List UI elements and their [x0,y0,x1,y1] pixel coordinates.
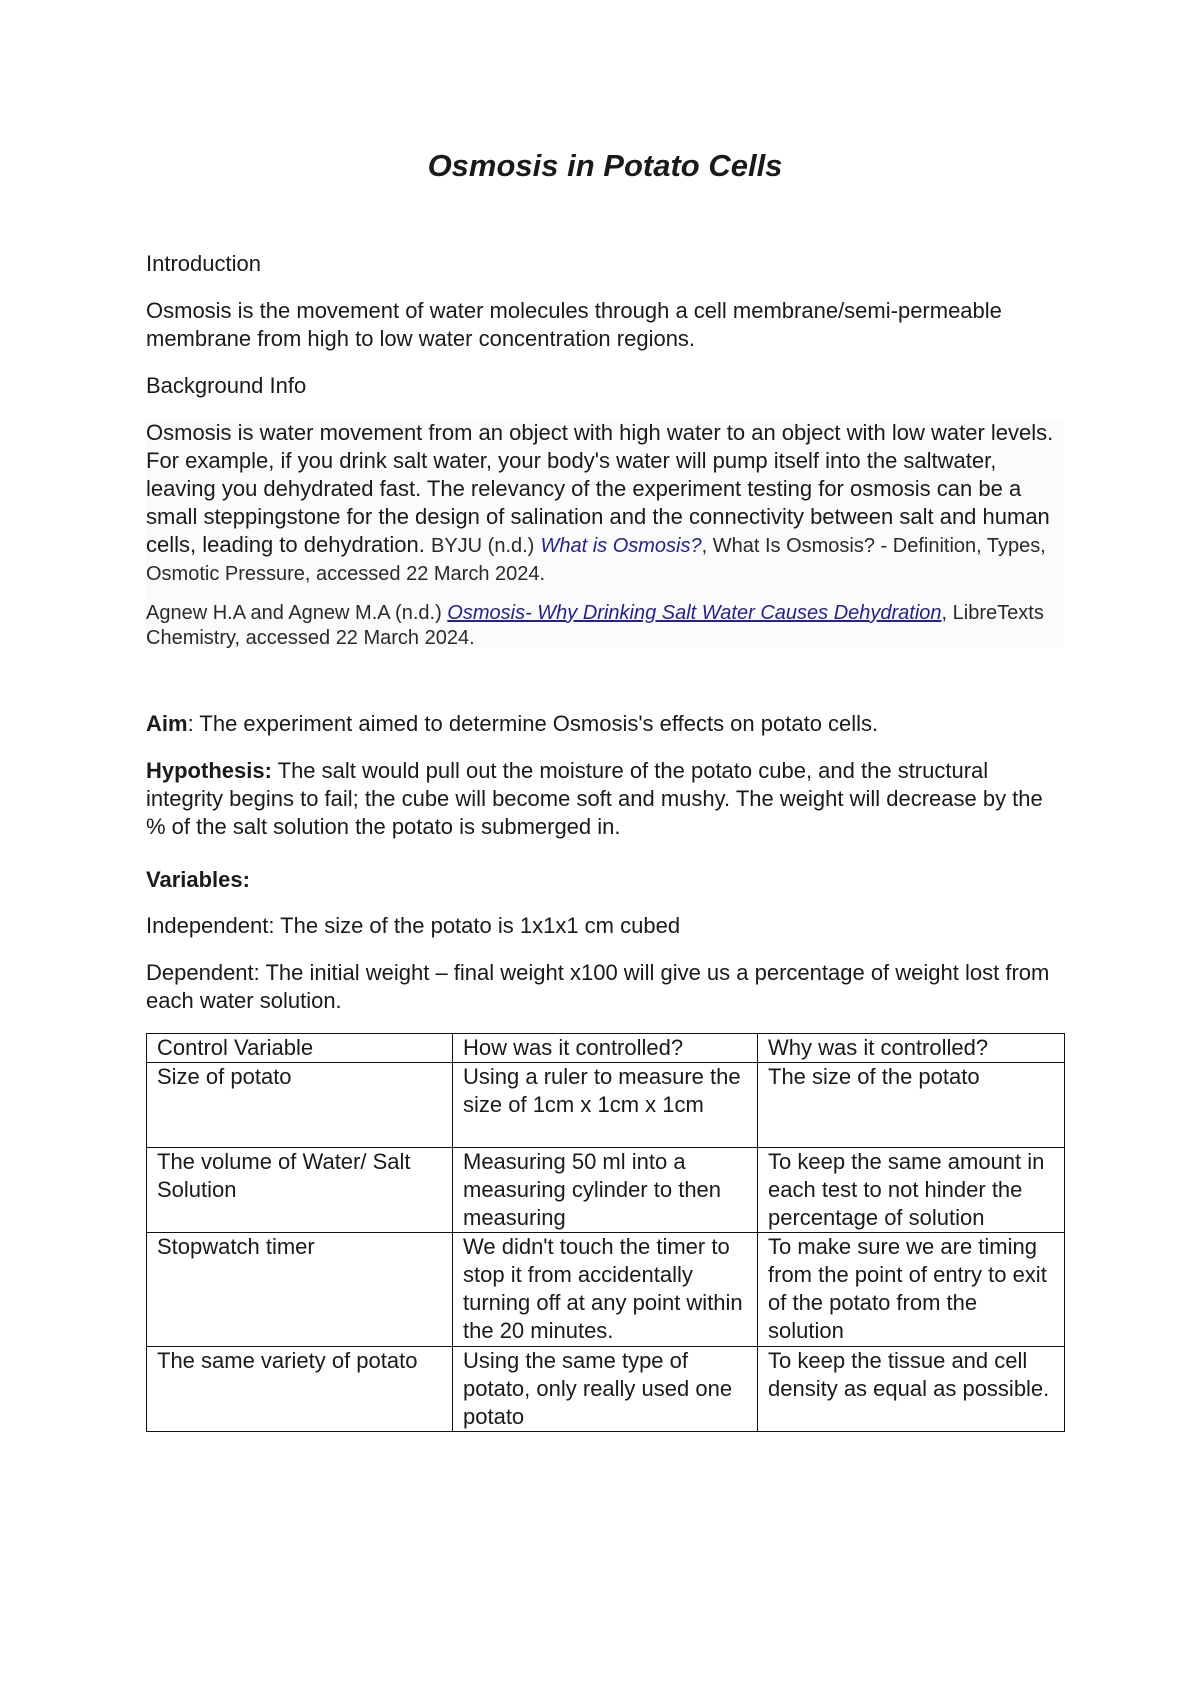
table-cell: The size of the potato [758,1063,1065,1148]
table-cell: Using a ruler to measure the size of 1cm x 1cm x 1cm [453,1063,758,1148]
variables-heading [146,866,1064,894]
document-title: Osmosis in Potato Cells [427,148,783,183]
table-row [147,1063,1065,1148]
control-variables-table [146,1033,1065,1432]
table-cell: Measuring 50 ml into a measuring cylinder to then measuring [453,1148,758,1233]
ref2-suffix: , LibreTexts Chemistry, accessed 22 March 2024. [146,602,1044,649]
table-header-cell: How was it controlled? [453,1034,758,1063]
dependent-variable: Dependent: The initial weight – final weight x100 will give us a percentage of weight lost from each water solution. [146,960,1050,1013]
table-header-row [147,1034,1065,1063]
introduction-text: Osmosis is the movement of water molecules through a cell membrane/semi-permeable membrane from high to low water concentration regions. [146,298,1002,351]
aim-label: Aim [146,711,188,736]
ref1-link[interactable]: What is Osmosis? [540,535,702,557]
ref1-prefix: BYJU (n.d.) [430,535,535,557]
table-cell: Stopwatch timer [147,1233,453,1347]
introduction-heading: Introduction [146,251,261,276]
table-cell: To make sure we are timing from the point of entry to exit of the potato from the solution [758,1233,1065,1347]
table-cell: We didn't touch the timer to stop it from accidentally turning off at any point within the 20 minutes. [453,1233,758,1347]
independent-variable: Independent: The size of the potato is 1x1x1 cm cubed [146,913,681,938]
table-row [147,1233,1065,1347]
table-cell: Size of potato [147,1063,453,1148]
variables-heading-label: Variables: [146,867,250,892]
hypothesis-label: Hypothesis: [146,758,272,783]
table-cell: The same variety of potato [147,1347,453,1432]
background-heading: Background Info [146,373,307,398]
ref2-prefix: Agnew H.A and Agnew M.A (n.d.) [146,602,442,624]
table-cell: Using the same type of potato, only really used one potato [453,1347,758,1432]
background-section [146,419,1064,651]
table-cell: To keep the tissue and cell density as equal as possible. [758,1347,1065,1432]
table-cell: To keep the same amount in each test to not hinder the percentage of solution [758,1148,1065,1233]
aim [146,710,1064,738]
ref2-link[interactable]: Osmosis- Why Drinking Salt Water Causes Dehydration [447,602,942,624]
table-row [147,1148,1065,1233]
hypothesis [146,757,1064,841]
hypothesis-text: The salt would pull out the moisture of the potato cube, and the structural integrity begins to fail; the cube will become soft and mushy. The weight will decrease by the % of the salt solution the potato is submerged in. [146,758,1043,839]
table-header-cell: Why was it controlled? [758,1034,1065,1063]
aim-text: : The experiment aimed to determine Osmosis's effects on potato cells. [187,711,879,736]
table-header-cell: Control Variable [147,1034,453,1063]
ref1-suffix: , What Is Osmosis? - Definition, Types, Osmotic Pressure, accessed 22 March 2024. [146,535,1046,585]
table-cell: The volume of Water/ Salt Solution [147,1148,453,1233]
table-row [147,1347,1065,1432]
background-body: Osmosis is water movement from an object with high water to an object with low water levels. For example, if you drink salt water, your body's water will pump itself into the saltwater, leaving you dehydrated fast. The relevancy of the experiment testing for osmosis can be a small steppingstone for the design of salination and the connectivity between salt and human cells, leading to dehydration. [146,420,1054,557]
ref2 [146,601,1064,651]
background-text [146,419,1064,587]
